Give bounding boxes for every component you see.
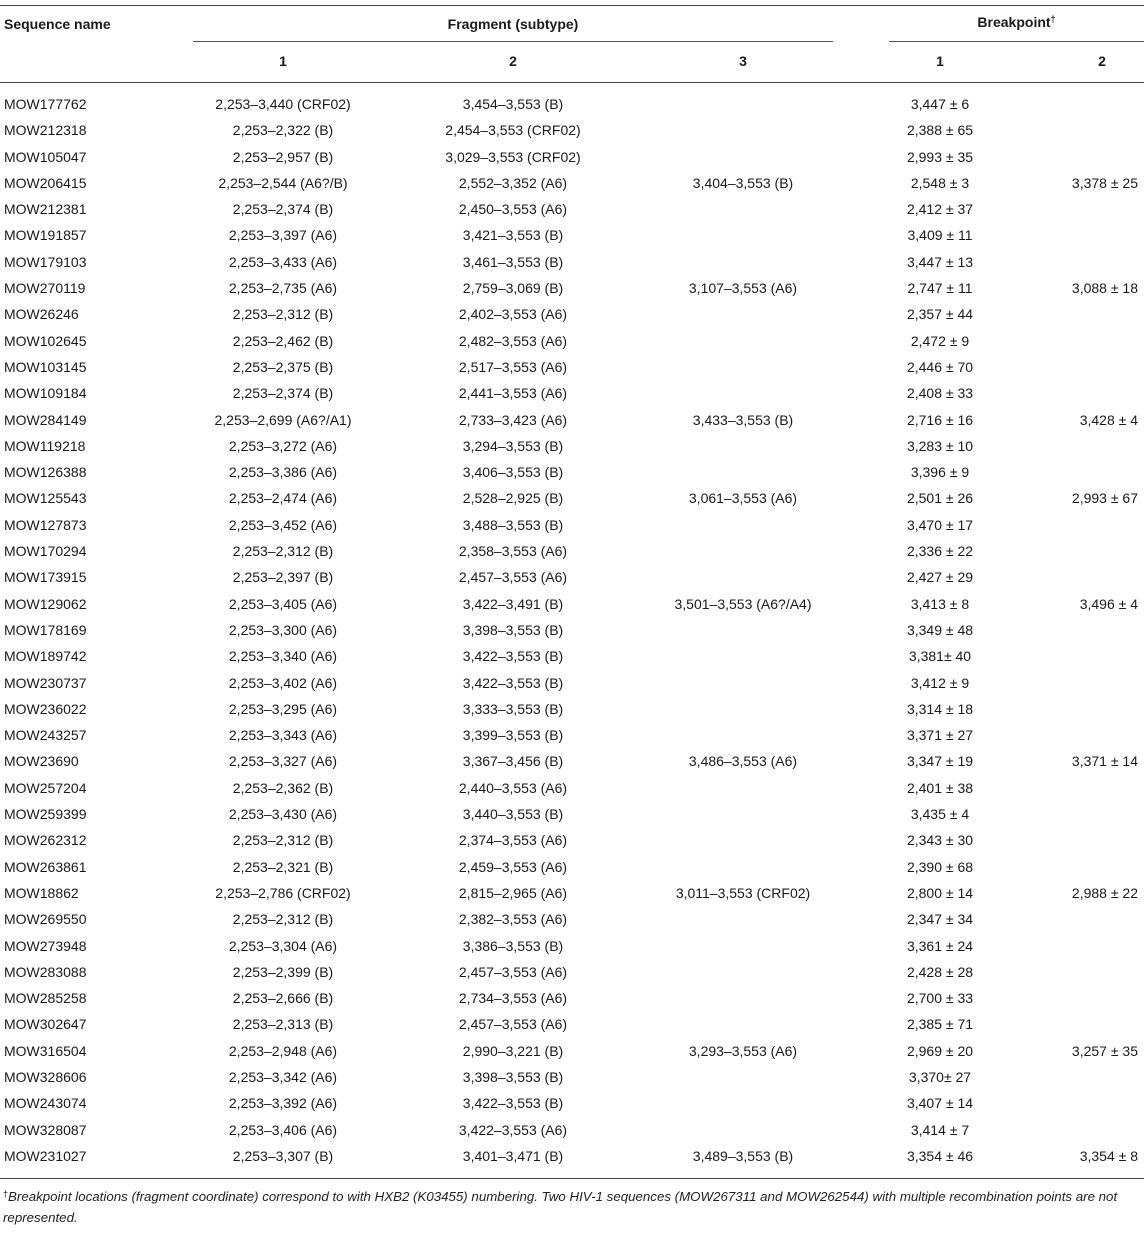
fragment-2-cell: 3,367–3,456 (B) <box>462 753 564 770</box>
sequence-name-cell: MOW18862 <box>4 884 79 901</box>
fragment-1-cell: 2,253–3,386 (A6) <box>228 464 338 481</box>
table-top-rule <box>0 5 1144 6</box>
header-breakpoint-group <box>889 13 1144 33</box>
breakpoint-1-cell: 2,969 ± 20 <box>906 1042 974 1059</box>
header-breakpoint-label: Breakpoint <box>977 14 1051 30</box>
fragment-group-rule <box>193 41 833 42</box>
breakpoint-group-rule <box>889 41 1144 42</box>
breakpoint-2-cell: 2,993 ± 67 <box>1071 490 1138 507</box>
fragment-2-cell: 3,399–3,553 (B) <box>462 727 564 744</box>
fragment-1-cell: 2,253–3,342 (A6) <box>228 1068 338 1085</box>
table-row <box>0 170 1144 196</box>
fragment-2-cell: 2,450–3,553 (A6) <box>458 201 568 218</box>
breakpoint-2-cell: 3,354 ± 8 <box>1079 1147 1138 1164</box>
breakpoint-1-cell: 3,349 ± 48 <box>906 621 974 638</box>
breakpoint-1-cell: 3,447 ± 6 <box>910 96 970 112</box>
table-row <box>0 91 1144 117</box>
breakpoint-1-cell: 2,347 ± 34 <box>906 911 974 928</box>
breakpoint-1-cell: 3,407 ± 14 <box>906 1095 974 1112</box>
fragment-1-cell: 2,253–2,544 (A6?/B) <box>218 174 348 191</box>
sequence-name-cell: MOW212381 <box>4 201 87 218</box>
table-row <box>0 249 1144 275</box>
breakpoint-1-cell: 3,361 ± 24 <box>906 937 974 954</box>
fragment-1-cell: 2,253–3,440 (CRF02) <box>215 96 351 112</box>
fragment-2-cell: 3,294–3,553 (B) <box>462 437 564 454</box>
sequence-name-cell: MOW273948 <box>4 937 87 954</box>
sequence-name-cell: MOW189742 <box>4 648 87 665</box>
fragment-2-cell: 3,440–3,553 (B) <box>462 806 564 823</box>
table-row <box>0 144 1144 170</box>
sequence-name-cell: MOW269550 <box>4 911 87 928</box>
table-row <box>0 196 1144 222</box>
table-row <box>0 380 1144 406</box>
table-row <box>0 222 1144 248</box>
sequence-name-cell: MOW283088 <box>4 963 87 980</box>
breakpoint-1-cell: 2,390 ± 68 <box>906 858 974 875</box>
table-row <box>0 485 1144 511</box>
fragment-2-cell: 3,422–3,553 (B) <box>462 1095 564 1112</box>
fragment-1-cell: 2,253–2,735 (A6) <box>228 280 338 297</box>
header-breakpoint-1: 1 <box>936 53 944 69</box>
breakpoint-1-cell: 2,343 ± 30 <box>906 832 974 849</box>
fragment-1-cell: 2,253–2,786 (CRF02) <box>215 884 351 901</box>
table-row <box>0 301 1144 327</box>
breakpoint-1-cell: 2,336 ± 22 <box>906 543 974 560</box>
fragment-2-cell: 2,457–3,553 (A6) <box>458 569 568 586</box>
table-row <box>0 564 1144 590</box>
fragment-2-cell: 3,422–3,553 (B) <box>462 648 564 665</box>
sequence-name-cell: MOW259399 <box>4 806 87 823</box>
table-row <box>0 591 1144 617</box>
breakpoint-1-cell: 2,408 ± 33 <box>906 385 974 402</box>
breakpoint-2-cell: 3,371 ± 14 <box>1071 753 1138 770</box>
fragment-2-cell: 2,459–3,553 (A6) <box>458 858 568 875</box>
table-row <box>0 1011 1144 1037</box>
header-fragment-2: 2 <box>509 53 517 69</box>
fragment-1-cell: 2,253–2,312 (B) <box>232 832 334 849</box>
header-bottom-rule <box>0 82 1144 83</box>
fragment-2-cell: 3,421–3,553 (B) <box>462 227 564 244</box>
breakpoint-1-cell: 3,396 ± 9 <box>910 464 970 481</box>
breakpoint-1-cell: 2,747 ± 11 <box>907 280 973 297</box>
fragment-1-cell: 2,253–2,948 (A6) <box>228 1042 338 1059</box>
fragment-2-cell: 2,441–3,553 (A6) <box>458 385 568 402</box>
breakpoint-1-cell: 2,716 ± 16 <box>906 411 974 428</box>
sequence-name-cell: MOW243257 <box>4 727 87 744</box>
fragment-2-cell: 3,454–3,553 (B) <box>462 96 564 112</box>
fragment-2-cell: 3,422–3,553 (A6) <box>458 1121 568 1138</box>
sequence-name-cell: MOW127873 <box>4 516 87 533</box>
breakpoint-1-cell: 2,800 ± 14 <box>906 884 974 901</box>
table-row <box>0 827 1144 853</box>
breakpoint-1-cell: 3,371 ± 27 <box>906 727 974 744</box>
sequence-name-cell: MOW231027 <box>4 1147 87 1164</box>
sequence-name-cell: MOW285258 <box>4 990 87 1007</box>
sequence-name-cell: MOW316504 <box>4 1042 87 1059</box>
fragment-1-cell: 2,253–3,405 (A6) <box>228 595 338 612</box>
breakpoint-1-cell: 3,409 ± 11 <box>907 227 973 244</box>
breakpoint-2-cell: 3,496 ± 4 <box>1079 595 1138 612</box>
fragment-2-cell: 2,440–3,553 (A6) <box>458 779 568 796</box>
sequence-name-cell: MOW125543 <box>4 490 87 507</box>
fragment-2-cell: 2,457–3,553 (A6) <box>458 1016 568 1033</box>
header-breakpoint-dagger: † <box>1050 14 1056 24</box>
breakpoint-1-cell: 2,472 ± 9 <box>910 332 970 349</box>
fragment-1-cell: 2,253–2,312 (B) <box>232 306 334 323</box>
breakpoint-1-cell: 2,993 ± 35 <box>906 148 974 165</box>
sequence-name-cell: MOW212318 <box>4 122 87 139</box>
breakpoint-2-cell: 3,428 ± 4 <box>1079 411 1138 428</box>
sequence-name-cell: MOW177762 <box>4 96 87 112</box>
sequence-name-cell: MOW263861 <box>4 858 87 875</box>
fragment-2-cell: 2,815–2,965 (A6) <box>458 884 568 901</box>
header-fragment-1: 1 <box>279 53 287 69</box>
table-row <box>0 117 1144 143</box>
table-row <box>0 275 1144 301</box>
fragment-1-cell: 2,253–3,430 (A6) <box>228 806 338 823</box>
fragment-1-cell: 2,253–2,312 (B) <box>232 911 334 928</box>
fragment-2-cell: 2,517–3,553 (A6) <box>458 358 568 375</box>
sequence-name-cell: MOW109184 <box>4 385 87 402</box>
breakpoint-2-cell: 2,988 ± 22 <box>1071 884 1138 901</box>
fragment-1-cell: 2,253–2,375 (B) <box>232 358 334 375</box>
table-row <box>0 617 1144 643</box>
fragment-1-cell: 2,253–2,374 (B) <box>232 201 334 218</box>
table-row <box>0 433 1144 459</box>
fragment-1-cell: 2,253–2,397 (B) <box>232 569 334 586</box>
fragment-1-cell: 2,253–3,272 (A6) <box>228 437 338 454</box>
table-row <box>0 1090 1144 1116</box>
fragment-1-cell: 2,253–2,362 (B) <box>232 779 334 796</box>
fragment-3-cell: 3,433–3,553 (B) <box>692 411 794 428</box>
fragment-3-cell: 3,501–3,553 (A6?/A4) <box>674 595 812 612</box>
fragment-1-cell: 2,253–3,433 (A6) <box>228 253 338 270</box>
sequence-name-cell: MOW191857 <box>4 227 87 244</box>
fragment-2-cell: 2,528–2,925 (B) <box>462 490 564 507</box>
sequence-name-cell: MOW23690 <box>4 753 79 770</box>
breakpoint-1-cell: 3,412 ± 9 <box>910 674 970 691</box>
fragment-2-cell: 2,759–3,069 (B) <box>462 280 564 297</box>
table-body <box>0 91 1144 1169</box>
table-row <box>0 643 1144 669</box>
breakpoint-1-cell: 2,446 ± 70 <box>906 358 974 375</box>
fragment-2-cell: 3,029–3,553 (CRF02) <box>445 148 581 165</box>
fragment-1-cell: 2,253–3,452 (A6) <box>228 516 338 533</box>
table-row <box>0 1117 1144 1143</box>
fragment-3-cell: 3,107–3,553 (A6) <box>688 280 798 297</box>
breakpoint-1-cell: 3,435 ± 4 <box>910 806 970 823</box>
fragment-2-cell: 2,402–3,553 (A6) <box>458 306 568 323</box>
fragment-1-cell: 2,253–3,300 (A6) <box>228 621 338 638</box>
fragment-2-cell: 2,358–3,553 (A6) <box>458 543 568 560</box>
breakpoint-1-cell: 3,414 ± 7 <box>910 1121 970 1138</box>
fragment-1-cell: 2,253–2,313 (B) <box>232 1016 334 1033</box>
sequence-name-cell: MOW129062 <box>4 595 87 612</box>
fragment-2-cell: 3,422–3,553 (B) <box>462 674 564 691</box>
table-row <box>0 775 1144 801</box>
table-row <box>0 696 1144 722</box>
fragment-1-cell: 2,253–3,397 (A6) <box>228 227 338 244</box>
table-bottom-rule <box>0 1178 1144 1179</box>
sequence-name-cell: MOW328087 <box>4 1121 87 1138</box>
sequence-name-cell: MOW206415 <box>4 174 87 191</box>
footnote-text: Breakpoint locations (fragment coordinate) correspond to with HXB2 (K03455) numbering. Two HIV-1 sequences (MOW267311 and MOW262544) with multiple recombination points are not represented. <box>3 1189 1118 1225</box>
sequence-name-cell: MOW257204 <box>4 779 87 796</box>
breakpoint-1-cell: 3,283 ± 10 <box>906 437 974 454</box>
sequence-name-cell: MOW178169 <box>4 621 87 638</box>
sequence-name-cell: MOW26246 <box>4 306 79 323</box>
table-row <box>0 906 1144 932</box>
fragment-2-cell: 3,386–3,553 (B) <box>462 937 564 954</box>
sequence-name-cell: MOW103145 <box>4 358 87 375</box>
sequence-name-cell: MOW236022 <box>4 700 87 717</box>
table-row <box>0 512 1144 538</box>
table-row <box>0 354 1144 380</box>
sequence-name-cell: MOW302647 <box>4 1016 87 1033</box>
fragment-1-cell: 2,253–2,399 (B) <box>232 963 334 980</box>
breakpoint-1-cell: 3,314 ± 18 <box>906 700 974 717</box>
fragment-1-cell: 2,253–3,295 (A6) <box>228 700 338 717</box>
sequence-name-cell: MOW328606 <box>4 1068 87 1085</box>
fragment-1-cell: 2,253–3,343 (A6) <box>228 727 338 744</box>
fragment-1-cell: 2,253–2,474 (A6) <box>228 490 338 507</box>
fragment-3-cell: 3,404–3,553 (B) <box>692 174 794 191</box>
table-row <box>0 1064 1144 1090</box>
table-row <box>0 1143 1144 1169</box>
fragment-1-cell: 2,253–2,957 (B) <box>232 148 334 165</box>
footnote-dagger: † <box>3 1189 9 1199</box>
sequence-name-cell: MOW170294 <box>4 543 87 560</box>
table-footnote <box>3 1187 1138 1227</box>
fragment-1-cell: 2,253–2,699 (A6?/A1) <box>214 411 352 428</box>
fragment-2-cell: 3,401–3,471 (B) <box>462 1147 564 1164</box>
fragment-2-cell: 3,461–3,553 (B) <box>462 253 564 270</box>
fragment-1-cell: 2,253–3,406 (A6) <box>228 1121 338 1138</box>
breakpoint-1-cell: 3,381± 40 <box>908 648 972 665</box>
sequence-name-cell: MOW270119 <box>4 280 86 297</box>
fragment-1-cell: 2,253–3,304 (A6) <box>228 937 338 954</box>
fragment-2-cell: 3,398–3,553 (B) <box>462 1068 564 1085</box>
fragment-2-cell: 2,454–3,553 (CRF02) <box>445 122 581 139</box>
breakpoint-1-cell: 3,347 ± 19 <box>906 753 974 770</box>
table-row <box>0 722 1144 748</box>
breakpoint-1-cell: 2,428 ± 28 <box>906 963 974 980</box>
sequence-name-cell: MOW179103 <box>4 253 87 270</box>
fragment-1-cell: 2,253–3,327 (A6) <box>228 753 338 770</box>
fragment-3-cell: 3,061–3,553 (A6) <box>688 490 798 507</box>
fragment-2-cell: 3,398–3,553 (B) <box>462 621 564 638</box>
table-row <box>0 959 1144 985</box>
breakpoint-1-cell: 2,700 ± 33 <box>906 990 974 1007</box>
table-row <box>0 854 1144 880</box>
breakpoint-1-cell: 2,501 ± 26 <box>906 490 974 507</box>
fragment-1-cell: 2,253–2,321 (B) <box>232 858 334 875</box>
header-fragment-3: 3 <box>739 53 747 69</box>
breakpoint-1-cell: 2,385 ± 71 <box>906 1016 974 1033</box>
sequence-name-cell: MOW126388 <box>4 464 87 481</box>
table-row <box>0 459 1144 485</box>
fragment-3-cell: 3,011–3,553 (CRF02) <box>675 884 811 901</box>
fragment-1-cell: 2,253–3,307 (B) <box>232 1147 334 1164</box>
sequence-name-cell: MOW173915 <box>4 569 87 586</box>
fragment-2-cell: 2,382–3,553 (A6) <box>458 911 568 928</box>
fragment-2-cell: 2,733–3,423 (A6) <box>458 411 568 428</box>
fragment-3-cell: 3,489–3,553 (B) <box>692 1147 794 1164</box>
fragment-1-cell: 2,253–2,666 (B) <box>232 990 334 1007</box>
fragment-2-cell: 2,990–3,221 (B) <box>462 1042 564 1059</box>
header-sequence-name: Sequence name <box>4 16 111 32</box>
fragment-2-cell: 3,488–3,553 (B) <box>462 516 564 533</box>
breakpoint-1-cell: 3,447 ± 13 <box>906 253 974 270</box>
sequence-name-cell: MOW243074 <box>4 1095 87 1112</box>
table-row <box>0 933 1144 959</box>
fragment-2-cell: 2,552–3,352 (A6) <box>458 174 568 191</box>
sequence-name-cell: MOW284149 <box>4 411 87 428</box>
fragment-1-cell: 2,253–2,312 (B) <box>232 543 334 560</box>
breakpoint-2-cell: 3,378 ± 25 <box>1071 174 1138 191</box>
fragment-1-cell: 2,253–3,392 (A6) <box>228 1095 338 1112</box>
table-row <box>0 670 1144 696</box>
table-row <box>0 801 1144 827</box>
breakpoint-2-cell: 3,088 ± 18 <box>1071 280 1138 297</box>
table-row <box>0 985 1144 1011</box>
fragment-1-cell: 2,253–3,340 (A6) <box>228 648 338 665</box>
sequence-name-cell: MOW262312 <box>4 832 87 849</box>
fragment-1-cell: 2,253–2,462 (B) <box>232 332 334 349</box>
breakpoint-1-cell: 3,470 ± 17 <box>906 516 974 533</box>
breakpoint-1-cell: 3,354 ± 46 <box>906 1147 974 1164</box>
fragment-2-cell: 2,374–3,553 (A6) <box>458 832 568 849</box>
breakpoint-2-cell: 3,257 ± 35 <box>1071 1042 1138 1059</box>
header-fragment-group: Fragment (subtype) <box>447 16 579 32</box>
fragment-2-cell: 3,406–3,553 (B) <box>462 464 564 481</box>
fragment-1-cell: 2,253–3,402 (A6) <box>228 674 338 691</box>
table-row <box>0 407 1144 433</box>
fragment-2-cell: 3,422–3,491 (B) <box>462 595 564 612</box>
fragment-2-cell: 3,333–3,553 (B) <box>462 700 564 717</box>
breakpoint-1-cell: 3,370± 27 <box>908 1068 972 1085</box>
breakpoint-1-cell: 2,427 ± 29 <box>906 569 974 586</box>
fragment-1-cell: 2,253–2,322 (B) <box>232 122 334 139</box>
fragment-1-cell: 2,253–2,374 (B) <box>232 385 334 402</box>
header-breakpoint-2: 2 <box>1098 53 1106 69</box>
table-row <box>0 538 1144 564</box>
sequence-name-cell: MOW119218 <box>4 437 86 454</box>
breakpoint-1-cell: 2,357 ± 44 <box>906 306 974 323</box>
table-row <box>0 748 1144 774</box>
fragment-2-cell: 2,457–3,553 (A6) <box>458 963 568 980</box>
breakpoint-1-cell: 2,412 ± 37 <box>906 201 974 218</box>
table-row <box>0 880 1144 906</box>
sequence-name-cell: MOW105047 <box>4 148 87 165</box>
fragment-3-cell: 3,486–3,553 (A6) <box>688 753 798 770</box>
breakpoint-1-cell: 2,388 ± 65 <box>906 122 974 139</box>
table-row <box>0 1038 1144 1064</box>
breakpoint-1-cell: 3,413 ± 8 <box>910 595 970 612</box>
fragment-2-cell: 2,734–3,553 (A6) <box>458 990 568 1007</box>
breakpoint-1-cell: 2,401 ± 38 <box>906 779 974 796</box>
sequence-name-cell: MOW230737 <box>4 674 87 691</box>
breakpoint-1-cell: 2,548 ± 3 <box>910 174 970 191</box>
sequence-name-cell: MOW102645 <box>4 332 87 349</box>
fragment-2-cell: 2,482–3,553 (A6) <box>458 332 568 349</box>
fragment-3-cell: 3,293–3,553 (A6) <box>688 1042 798 1059</box>
table-row <box>0 328 1144 354</box>
